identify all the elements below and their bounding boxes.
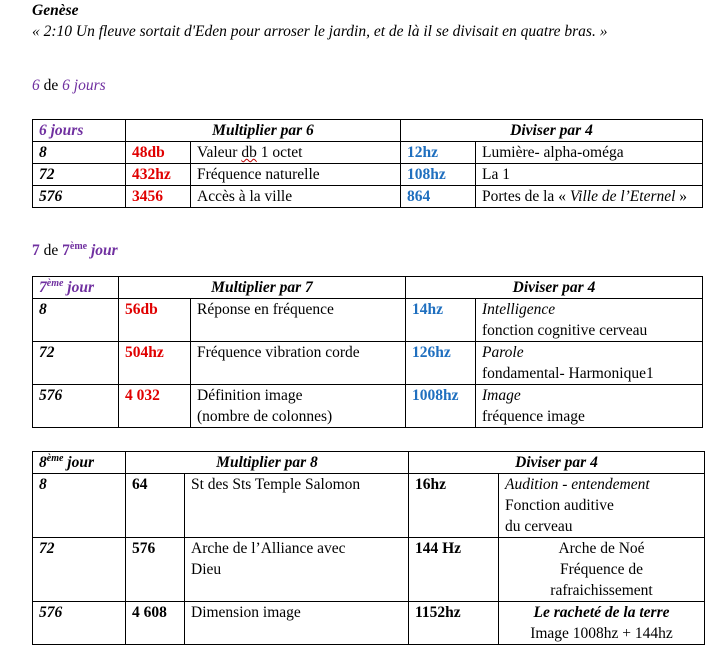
document-title: Genèse	[32, 2, 79, 19]
table-7-jour	[32, 276, 703, 428]
section-heading-7	[32, 242, 118, 260]
ordinal-suffix: ème	[46, 277, 64, 289]
row-number: 72	[33, 164, 126, 186]
city-name: Ville de l’Eternel	[569, 188, 676, 205]
description-title: Parole	[482, 344, 524, 361]
description-cell: St des Sts Temple Salomon	[185, 474, 409, 538]
table-row	[33, 186, 703, 208]
divided-value: 126hz	[406, 342, 476, 385]
description-cell	[191, 385, 406, 428]
header-cell: Diviser par 4	[401, 120, 703, 142]
multiplied-value: 3456	[126, 186, 191, 208]
heading-day-word: jour	[87, 242, 118, 259]
header-cell: Multiplier par 7	[119, 277, 406, 299]
heading-connector: de	[43, 77, 59, 94]
division-description	[476, 299, 703, 342]
row-number: 8	[33, 299, 119, 342]
divided-value: 12hz	[401, 142, 476, 164]
heading-number: 6	[32, 77, 40, 94]
description-title: Image	[482, 387, 521, 404]
description-title: Le racheté de la terre	[533, 604, 670, 621]
table-header-row	[33, 277, 703, 299]
description-cell	[191, 142, 401, 164]
table-row	[33, 538, 705, 602]
description-text: Dieu	[191, 561, 222, 578]
division-description: Lumière- alpha-oméga	[476, 142, 703, 164]
header-cell	[33, 277, 119, 299]
description-text: Valeur	[197, 144, 242, 161]
division-description	[499, 474, 705, 538]
description-text: Fréquence de	[559, 561, 644, 578]
description-text: (nombre de colonnes)	[197, 408, 333, 425]
section-heading-6	[32, 77, 106, 95]
heading-number: 7	[32, 242, 40, 259]
table-row	[33, 342, 703, 385]
description-title: Audition - entendement	[505, 476, 650, 493]
table-row	[33, 164, 703, 186]
header-cell: Diviser par 4	[409, 452, 705, 474]
divided-value: 1008hz	[406, 385, 476, 428]
row-number: 72	[33, 538, 126, 602]
division-description: La 1	[476, 164, 703, 186]
table-row	[33, 142, 703, 164]
multiplied-value: 48db	[126, 142, 191, 164]
description-text: Arche de l’Alliance avec	[191, 540, 346, 557]
divided-value: 144 Hz	[409, 538, 499, 602]
header-day-number: 7	[39, 279, 47, 296]
table-row	[33, 474, 705, 538]
multiplied-value: 64	[126, 474, 185, 538]
header-cell: 6 jours	[33, 120, 126, 142]
division-description	[476, 342, 703, 385]
division-description	[476, 385, 703, 428]
division-description	[499, 602, 705, 645]
multiplied-value: 504hz	[119, 342, 191, 385]
header-cell: Multiplier par 8	[126, 452, 409, 474]
multiplied-value: 4 032	[119, 385, 191, 428]
description-cell	[185, 538, 409, 602]
description-text: »	[675, 188, 688, 205]
division-description	[476, 186, 703, 208]
description-text: rafraichissement	[550, 582, 653, 599]
row-number: 576	[33, 385, 119, 428]
verse-quote: « 2:10 Un fleuve sortait d'Eden pour arroser le jardin, et de là il se divisait en quatre bras. »	[32, 23, 608, 40]
description-text: du cerveau	[505, 518, 573, 535]
row-number: 576	[33, 602, 126, 645]
description-title: Arche de Noé	[558, 540, 645, 557]
multiplied-value: 4 608	[126, 602, 185, 645]
row-number: 8	[33, 474, 126, 538]
description-text: fonction cognitive cerveau	[482, 322, 648, 339]
table-header-row	[33, 120, 703, 142]
description-text: Portes de la «	[482, 188, 570, 205]
row-number: 576	[33, 186, 126, 208]
division-description	[499, 538, 705, 602]
header-day-word: jour	[63, 454, 94, 471]
description-text: 1 octet	[256, 144, 303, 161]
description-cell: Fréquence naturelle	[191, 164, 401, 186]
description-cell: Réponse en fréquence	[191, 299, 406, 342]
row-number: 72	[33, 342, 119, 385]
divided-value: 108hz	[401, 164, 476, 186]
heading-connector: de	[43, 242, 59, 259]
ordinal-suffix: ème	[69, 240, 88, 252]
description-cell: Fréquence vibration corde	[191, 342, 406, 385]
heading-day-number: 7	[62, 242, 70, 259]
description-cell: Dimension image	[185, 602, 409, 645]
description-text: Image 1008hz + 144hz	[530, 625, 673, 642]
divided-value: 16hz	[409, 474, 499, 538]
table-header-row	[33, 452, 705, 474]
header-day-word: jour	[63, 279, 94, 296]
description-text: Définition image	[197, 387, 303, 404]
description-unit: db	[241, 144, 257, 161]
header-cell: Diviser par 4	[406, 277, 703, 299]
table-row	[33, 385, 703, 428]
heading-days: 6 jours	[62, 77, 106, 94]
table-8-jour	[32, 451, 705, 645]
table-6-jours	[32, 119, 703, 208]
description-cell: Accès à la ville	[191, 186, 401, 208]
multiplied-value: 576	[126, 538, 185, 602]
divided-value: 864	[401, 186, 476, 208]
header-cell: Multiplier par 6	[126, 120, 401, 142]
divided-value: 1152hz	[409, 602, 499, 645]
description-text: Fonction auditive	[505, 497, 614, 514]
header-day-number: 8	[39, 454, 47, 471]
row-number: 8	[33, 142, 126, 164]
multiplied-value: 56db	[119, 299, 191, 342]
divided-value: 14hz	[406, 299, 476, 342]
table-row	[33, 299, 703, 342]
description-text: fondamental- Harmonique1	[482, 365, 654, 382]
description-text: fréquence image	[482, 408, 585, 425]
multiplied-value: 432hz	[126, 164, 191, 186]
ordinal-suffix: ème	[46, 452, 64, 464]
header-cell	[33, 452, 126, 474]
description-title: Intelligence	[482, 301, 556, 318]
table-row	[33, 602, 705, 645]
